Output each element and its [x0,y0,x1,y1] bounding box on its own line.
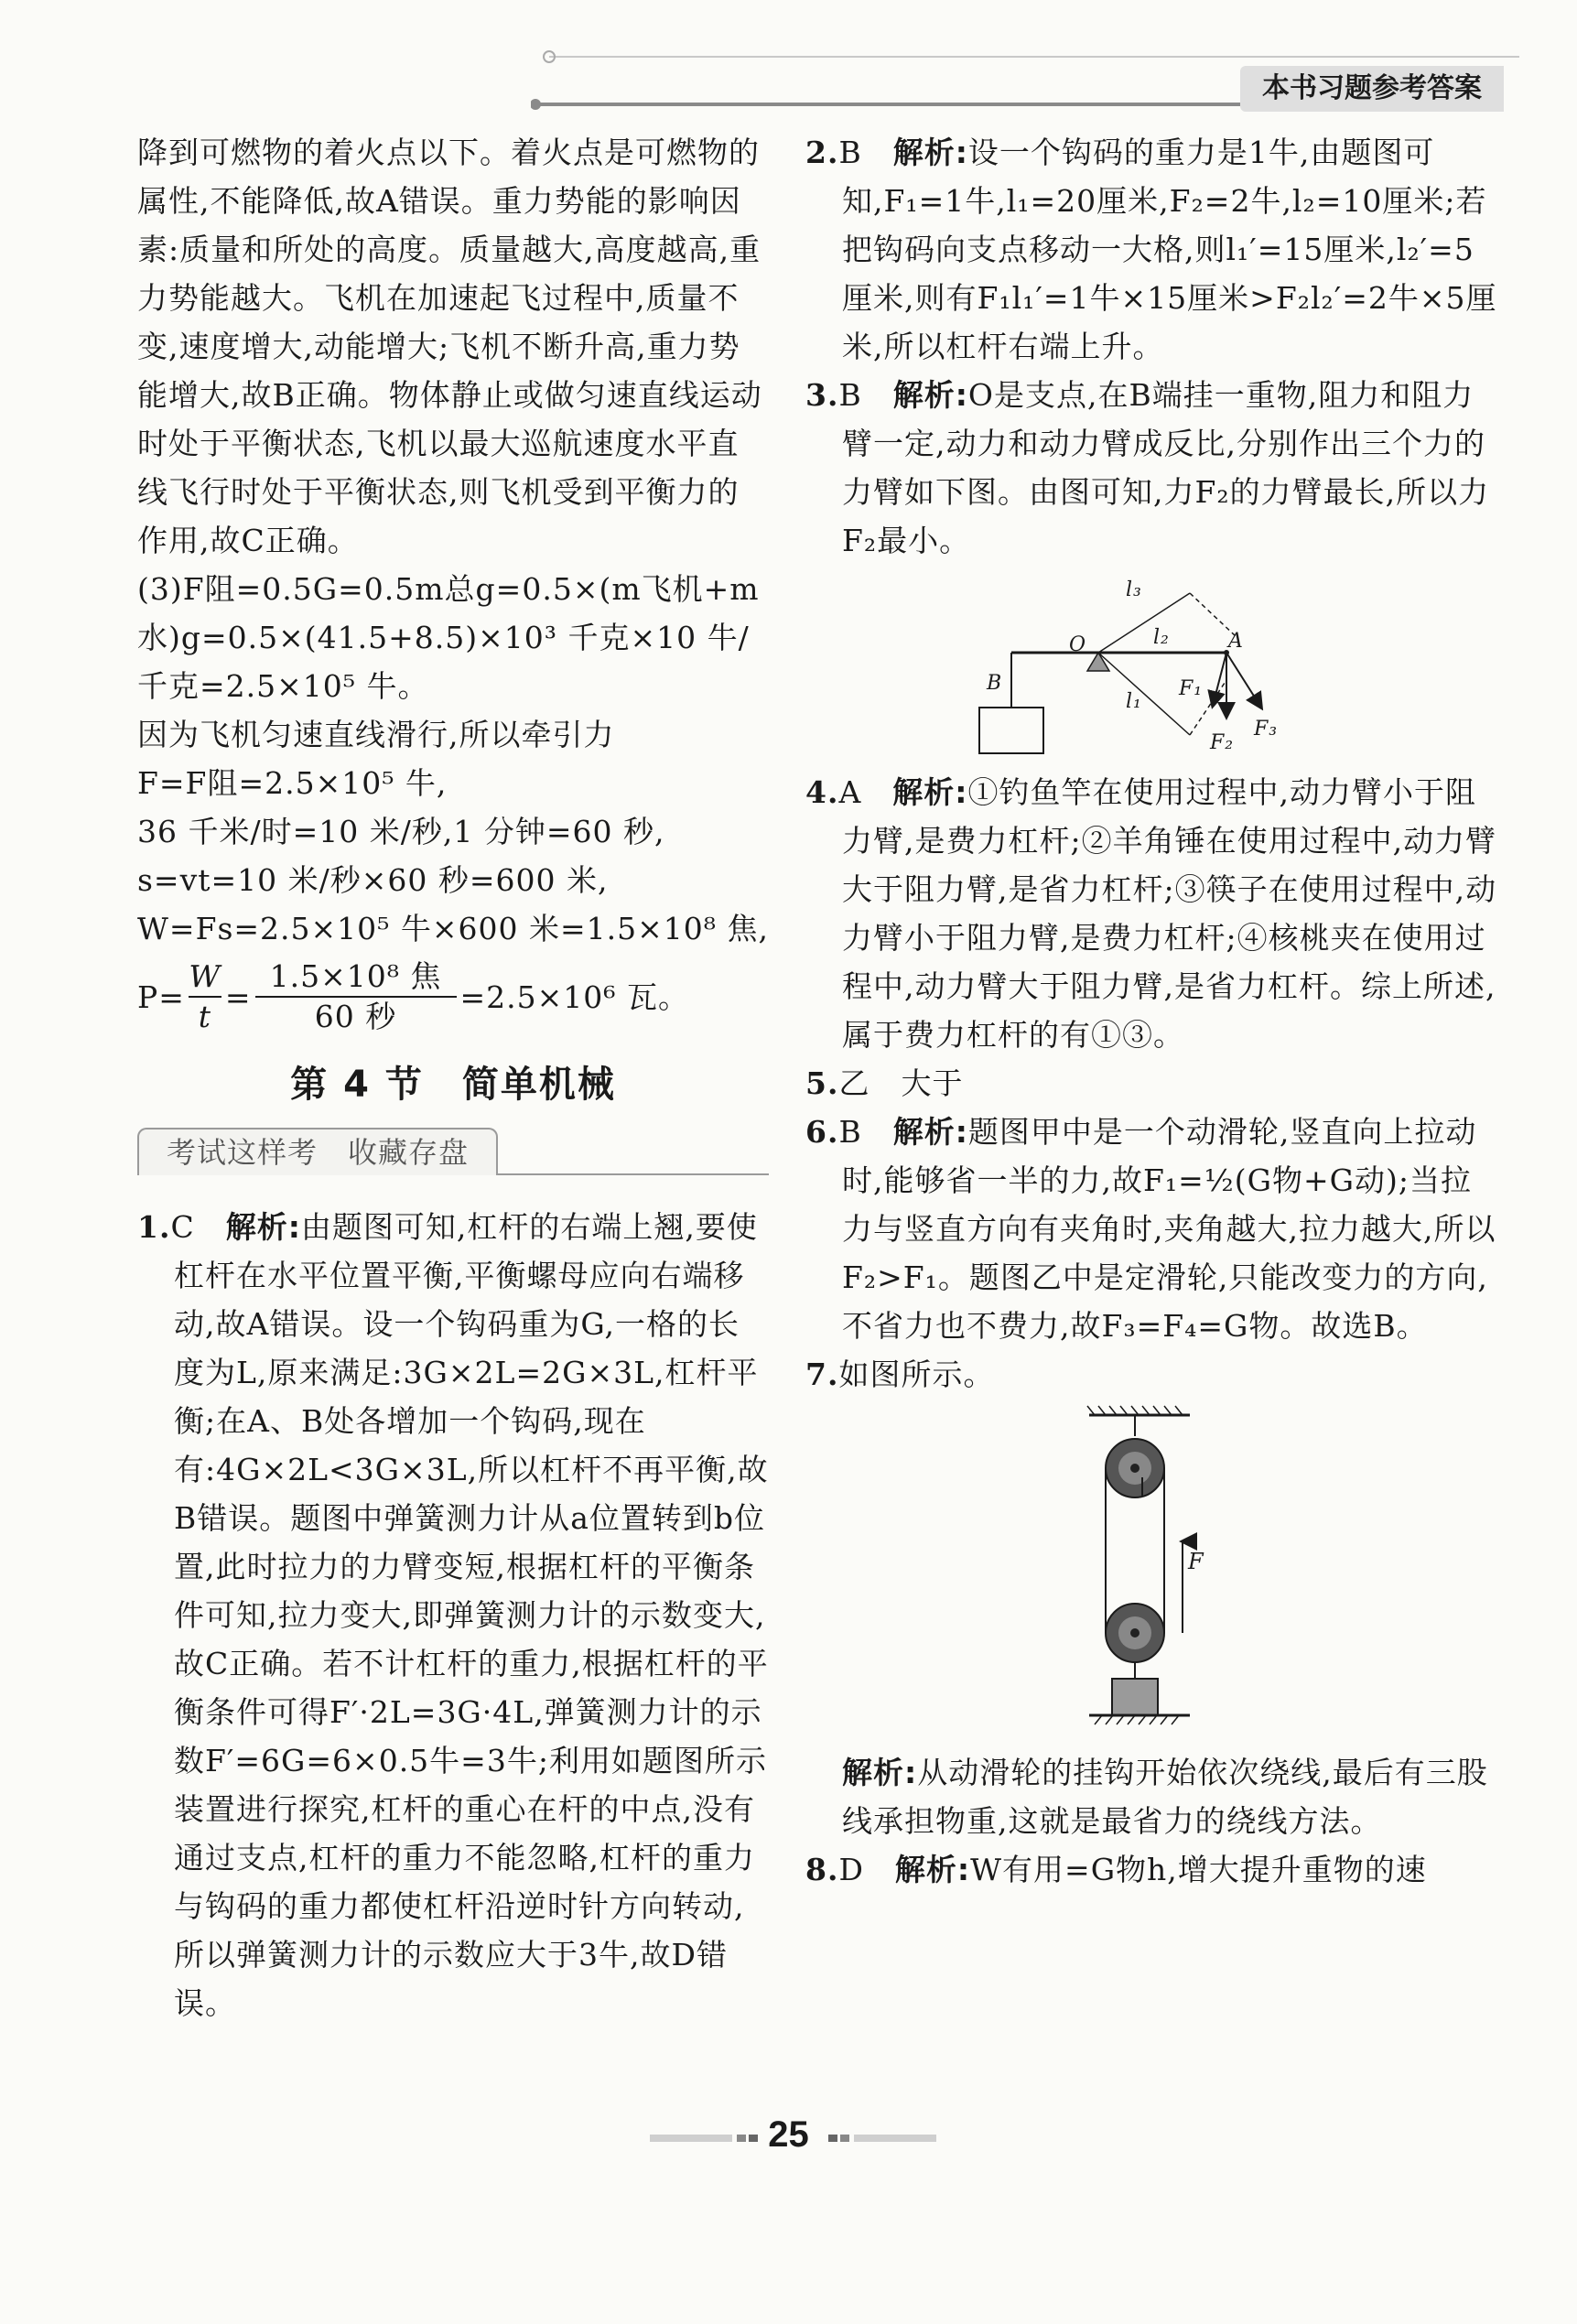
answer-item-5 [805,1059,1501,1108]
denominator: 60 秒 [314,999,397,1034]
page-number: 25 [768,2114,809,2155]
fraction [255,957,457,1036]
calc-line: W=Fs=2.5×10⁵ 牛×600 米=1.5×10⁸ 焦, [137,911,770,946]
item-answer: D [838,1852,864,1887]
answer-item-4 [805,768,1501,1059]
item-number: 6. [805,1114,839,1150]
analysis-label: 解析: [892,377,968,413]
fulcrum [1087,653,1109,671]
item-number: 1. [137,1209,171,1245]
numerator: W [189,958,221,994]
label-l3: l₃ [1126,578,1142,601]
right-column [805,128,1501,1894]
numerator: 1.5×10⁸ 焦 [269,958,442,994]
item-answer: B [838,135,862,170]
fraction [189,957,221,1036]
answer-item-2 [805,128,1501,371]
section-title: 第 4 节 简单机械 [290,1064,616,1106]
answer-item-3 [805,371,1501,565]
answer-item-6 [805,1108,1501,1350]
force-f1 [1213,653,1226,706]
analysis-label: 解析: [892,1114,968,1150]
item-answer: C [170,1209,195,1245]
header-title: 本书习题参考答案 [1240,66,1504,112]
item-text: 从动滑轮的挂钩开始依次绕线,最后有三股线承担物重,这就是最省力的绕线方法。 [842,1755,1488,1839]
label-a: A [1228,630,1244,653]
load-weight [1112,1679,1158,1715]
exam-tab-label: 考试这样考 收藏存盘 [137,1128,498,1175]
calc-line: 因为飞机匀速直线滑行,所以牵引力 [137,717,615,752]
item-text: ①钓鱼竿在使用过程中,动力臂小于阻力臂,是费力杠杆;②羊角锤在使用过程中,动力臂大于阻力臂,是省力杠杆;③筷子在使用过程中,动力臂小于阻力臂,是费力杠杆;④核桃夹在使用过程中,动力臂大于阻力臂,是省力杠杆。综上所述,属于费力杠杆的有①③。 [842,774,1497,1053]
formula-lhs: P= [137,978,185,1015]
item-text: 题图甲中是一个动滑轮,竖直向上拉动时,能够省一半的力,故F₁=½(G物+G动);当拉力与竖直方向有夹角时,夹角越大,拉力越大,所以F₂>F₁。题图乙中是定滑轮,只能改变力的方向,不省力也不费力,故F₃=F₄=G物。故选B。 [842,1114,1496,1344]
label-l2: l₂ [1153,626,1170,649]
calc-line: 36 千米/时=10 米/秒,1 分钟=60 秒, [137,814,665,849]
item-answer: B [838,377,862,413]
item-text: W有用=G物h,增大提升重物的速 [970,1852,1427,1887]
left-column [137,128,769,2027]
lever-diagram [970,570,1281,762]
answer-item-7 [805,1350,1501,1399]
label-f3: F₃ [1254,718,1279,740]
weight-block [979,708,1043,753]
analysis-label: 解析: [892,774,968,810]
power-formula [137,953,769,1041]
exam-banner [137,1124,769,1181]
item-text: O是支点,在B端挂一重物,阻力和阻力臂一定,动力和动力臂成反比,分别作出三个力的力臂如下图。由图可知,力F₂的力臂最长,所以力F₂最小。 [842,377,1490,558]
item-text: 如图所示。 [838,1357,995,1392]
item-number: 2. [805,135,839,170]
item-text: 设一个钩码的重力是1牛,由题图可知,F₁=1牛,l₁=20厘米,F₂=2牛,l₂=10厘米;若把钩码向支点移动一大格,则l₁′=15厘米,l₂′=5厘米,则有F₁l₁′=1牛×15厘米>F₂l₂′=2牛×5厘米,所以杠杆右端上升。 [842,135,1497,364]
item-number: 4. [805,774,839,810]
item-number: 8. [805,1852,839,1887]
analysis-label: 解析: [892,135,968,170]
label-b: B [987,672,1003,695]
item-number: 7. [805,1357,839,1392]
label-f1: F₁ [1179,677,1204,700]
item-text: 由题图可知,杠杆的右端上翘,要使杠杆在水平位置平衡,平衡螺母应向右端移动,故A错误。设一个钩码重为G,一格的长度为L,原来满足:3G×2L=2G×3L,杠杆平衡;在A、B处各增加一个钩码,现在有:4G×2L<3G×3L,所以杠杆不再平衡,故B错误。题图中弹簧测力计从a位置转到b位置,此时拉力的力臂变短,根据杠杆的平衡条件可知,拉力变大,即弹簧测力计的示数变大,故C正确。若不计杠杆的重力,根据杠杆的平衡条件可得F′·2L=3G·4L,弹簧测力计的示数F′=6G=6×0.5牛=3牛;利用如题图所示装置进行探究,杠杆的重心在杆的中点,没有通过支点,杠杆的重力不能忽略,杠杆的重力与钩码的重力都使杠杆沿逆时针方向转动,所以弹簧测力计的示数应大于3牛,故D错误。 [174,1209,769,2021]
formula-eq: = [224,978,252,1015]
analysis-label: 解析: [894,1852,971,1887]
label-o: O [1069,633,1087,656]
label-f2: F₂ [1210,731,1235,754]
item-number: 3. [805,377,839,413]
page-number-decoration-right [828,2133,938,2144]
calc-line: F=F阻=2.5×10⁵ 牛, [137,765,448,801]
answer-item-7-analysis [805,1748,1501,1845]
item-answer: B [838,1114,862,1150]
calc-line: (3)F阻=0.5G=0.5m总g=0.5×(m飞机+m水)g=0.5×(41.5+8.5)×10³ 千克×10 牛/千克=2.5×10⁵ 牛。 [137,571,760,704]
analysis-label: 解析: [842,1755,918,1790]
item-text: 乙 大于 [838,1065,964,1101]
pulley-diagram [1080,1404,1208,1743]
paragraph: 降到可燃物的着火点以下。着火点是可燃物的属性,不能降低,故A错误。重力势能的影响因素:质量和所处的高度。质量越大,高度越高,重力势能越大。飞机在加速起飞过程中,质量不变,速度增大,动能增大;飞机不断升高,重力势能增大,故B正确。物体静止或做匀速直线运动时处于平衡状态,飞机以最大巡航速度水平直线飞行时处于平衡状态,则飞机受到平衡力的作用,故C正确。 [137,135,762,558]
force-f3 [1226,653,1261,708]
label-l1: l₁ [1126,690,1142,713]
item-number: 5. [805,1065,839,1101]
calc-line: s=vt=10 米/秒×60 秒=600 米, [137,862,609,898]
answer-item-1 [137,1203,769,2027]
denominator: t [198,999,211,1034]
label-f: F [1188,1549,1204,1574]
item-answer: A [838,774,862,810]
formula-rhs: =2.5×10⁶ 瓦。 [459,978,690,1015]
analysis-label: 解析: [225,1209,301,1245]
answer-item-8 [805,1845,1501,1894]
